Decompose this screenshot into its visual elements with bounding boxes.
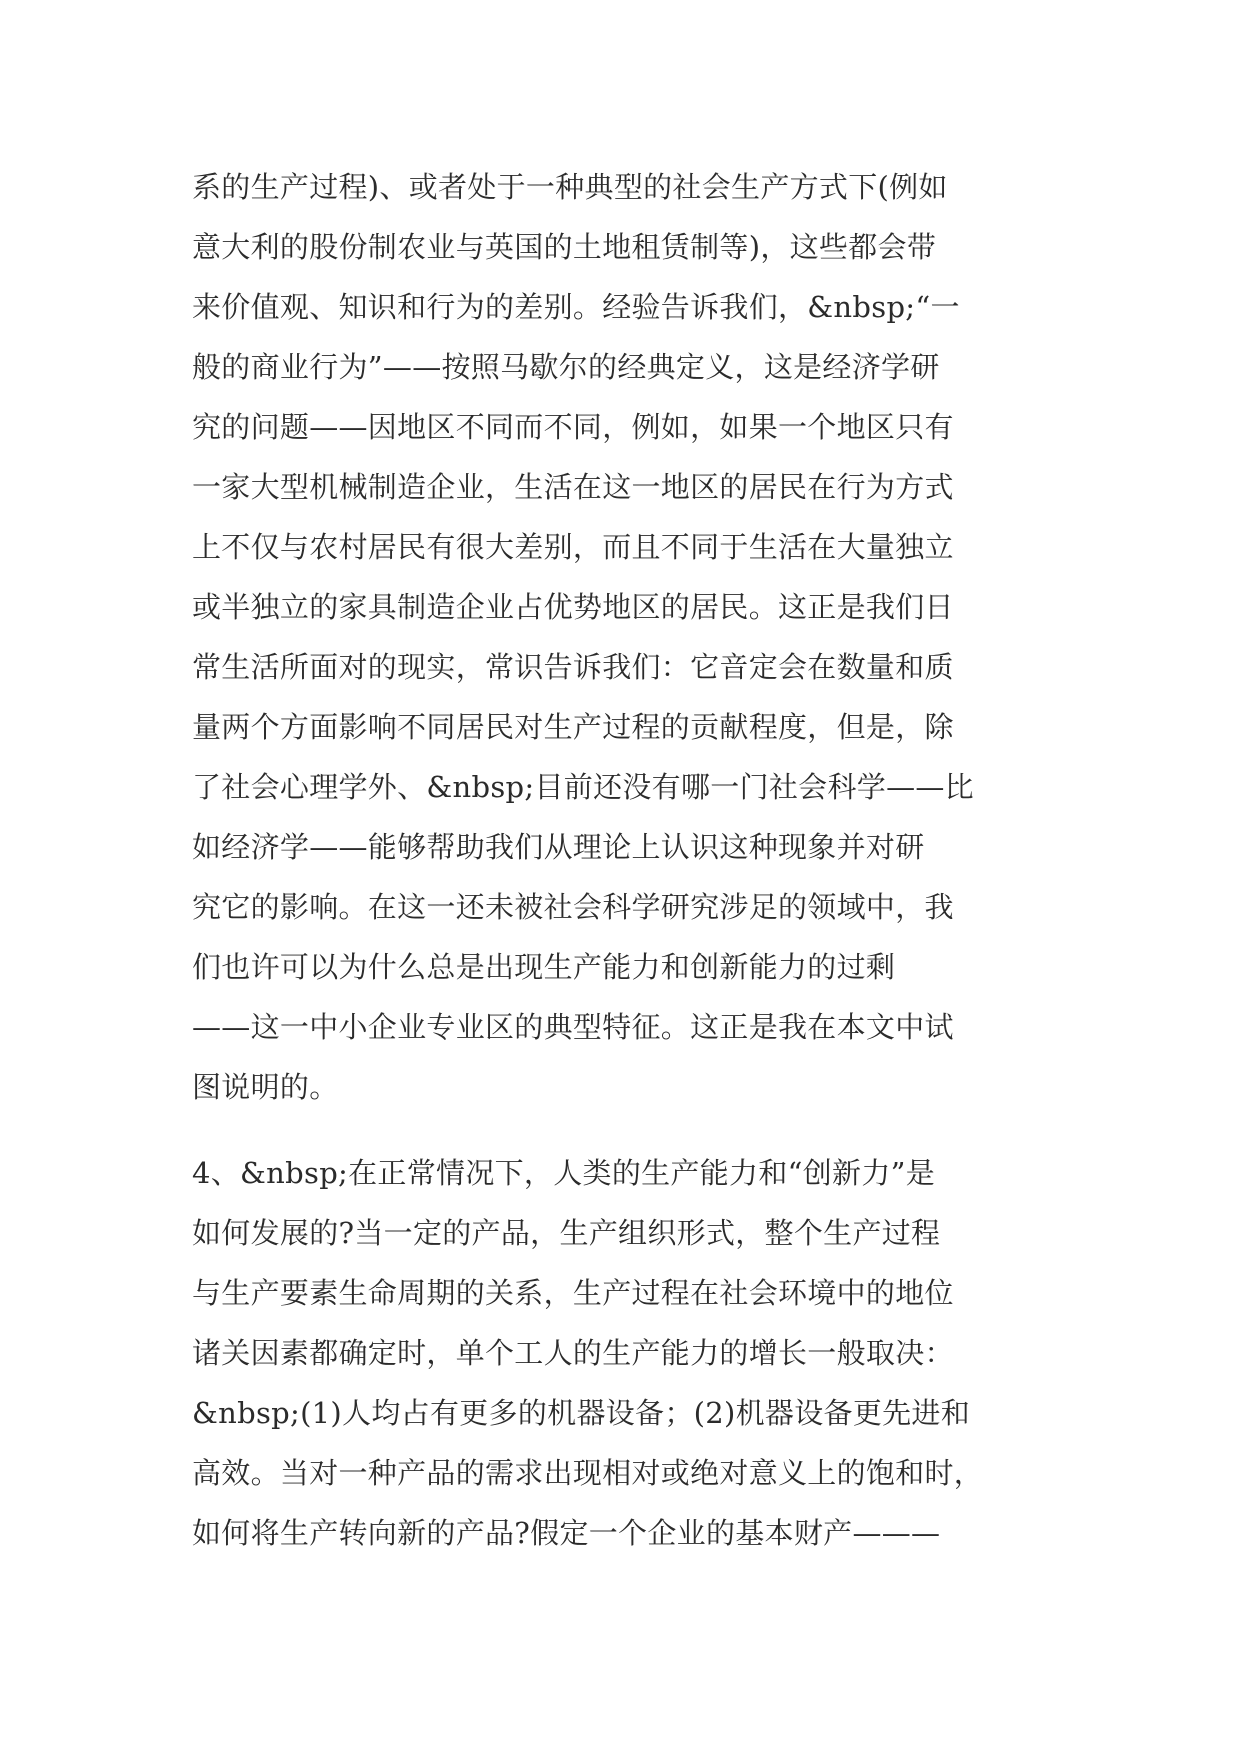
text-line: 常生活所面对的现实，常识告诉我们：它音定会在数量和质 (192, 650, 954, 684)
text-line: 系的生产过程)、或者处于一种典型的社会生产方式下(例如 (192, 170, 948, 204)
text-line: 诸关因素都确定时，单个工人的生产能力的增长一般取决： (192, 1336, 954, 1370)
text-line: ——这一中小企业专业区的典型特征。这正是我在本文中试 (192, 1010, 954, 1044)
text-line: 如经济学——能够帮助我们从理论上认识这种现象并对研 (192, 830, 925, 864)
text-line: 如何发展的?当一定的产品，生产组织形式，整个生产过程 (192, 1216, 941, 1250)
text-line: 高效。当对一种产品的需求出现相对或绝对意义上的饱和时， (192, 1456, 984, 1490)
text-line: 上不仅与农村居民有很大差别，而且不同于生活在大量独立 (192, 530, 954, 564)
text-line: 量两个方面影响不同居民对生产过程的贡献程度，但是，除 (192, 710, 954, 744)
text-line: 图说明的。 (192, 1070, 339, 1104)
text-line: 究它的影响。在这一还未被社会科学研究涉足的领域中，我 (192, 890, 954, 924)
paragraph-2 (192, 1143, 1052, 1563)
text-line: 4、&nbsp;在正常情况下，人类的生产能力和“创新力”是 (192, 1156, 936, 1190)
text-line: &nbsp;(1)人均占有更多的机器设备；(2)机器设备更先进和 (192, 1396, 971, 1430)
text-line: 与生产要素生命周期的关系，生产过程在社会环境中的地位 (192, 1276, 954, 1310)
text-line: 般的商业行为”——按照马歇尔的经典定义，这是经济学研 (192, 350, 940, 384)
text-line: 一家大型机械制造企业，生活在这一地区的居民在行为方式 (192, 470, 954, 504)
text-line: 究的问题——因地区不同而不同，例如，如果一个地区只有 (192, 410, 954, 444)
text-line: 或半独立的家具制造企业占优势地区的居民。这正是我们日 (192, 590, 954, 624)
text-line: 来价值观、知识和行为的差别。经验告诉我们，&nbsp;“一 (192, 290, 960, 324)
text-line: 意大利的股份制农业与英国的土地租赁制等)，这些都会带 (192, 230, 937, 264)
text-line: 了社会心理学外、&nbsp;目前还没有哪一门社会科学——比 (192, 770, 974, 804)
text-line: 如何将生产转向新的产品?假定一个企业的基本财产——— (192, 1516, 941, 1550)
text-line: 们也许可以为什么总是出现生产能力和创新能力的过剩 (192, 950, 896, 984)
paragraph-1 (192, 157, 1052, 1117)
